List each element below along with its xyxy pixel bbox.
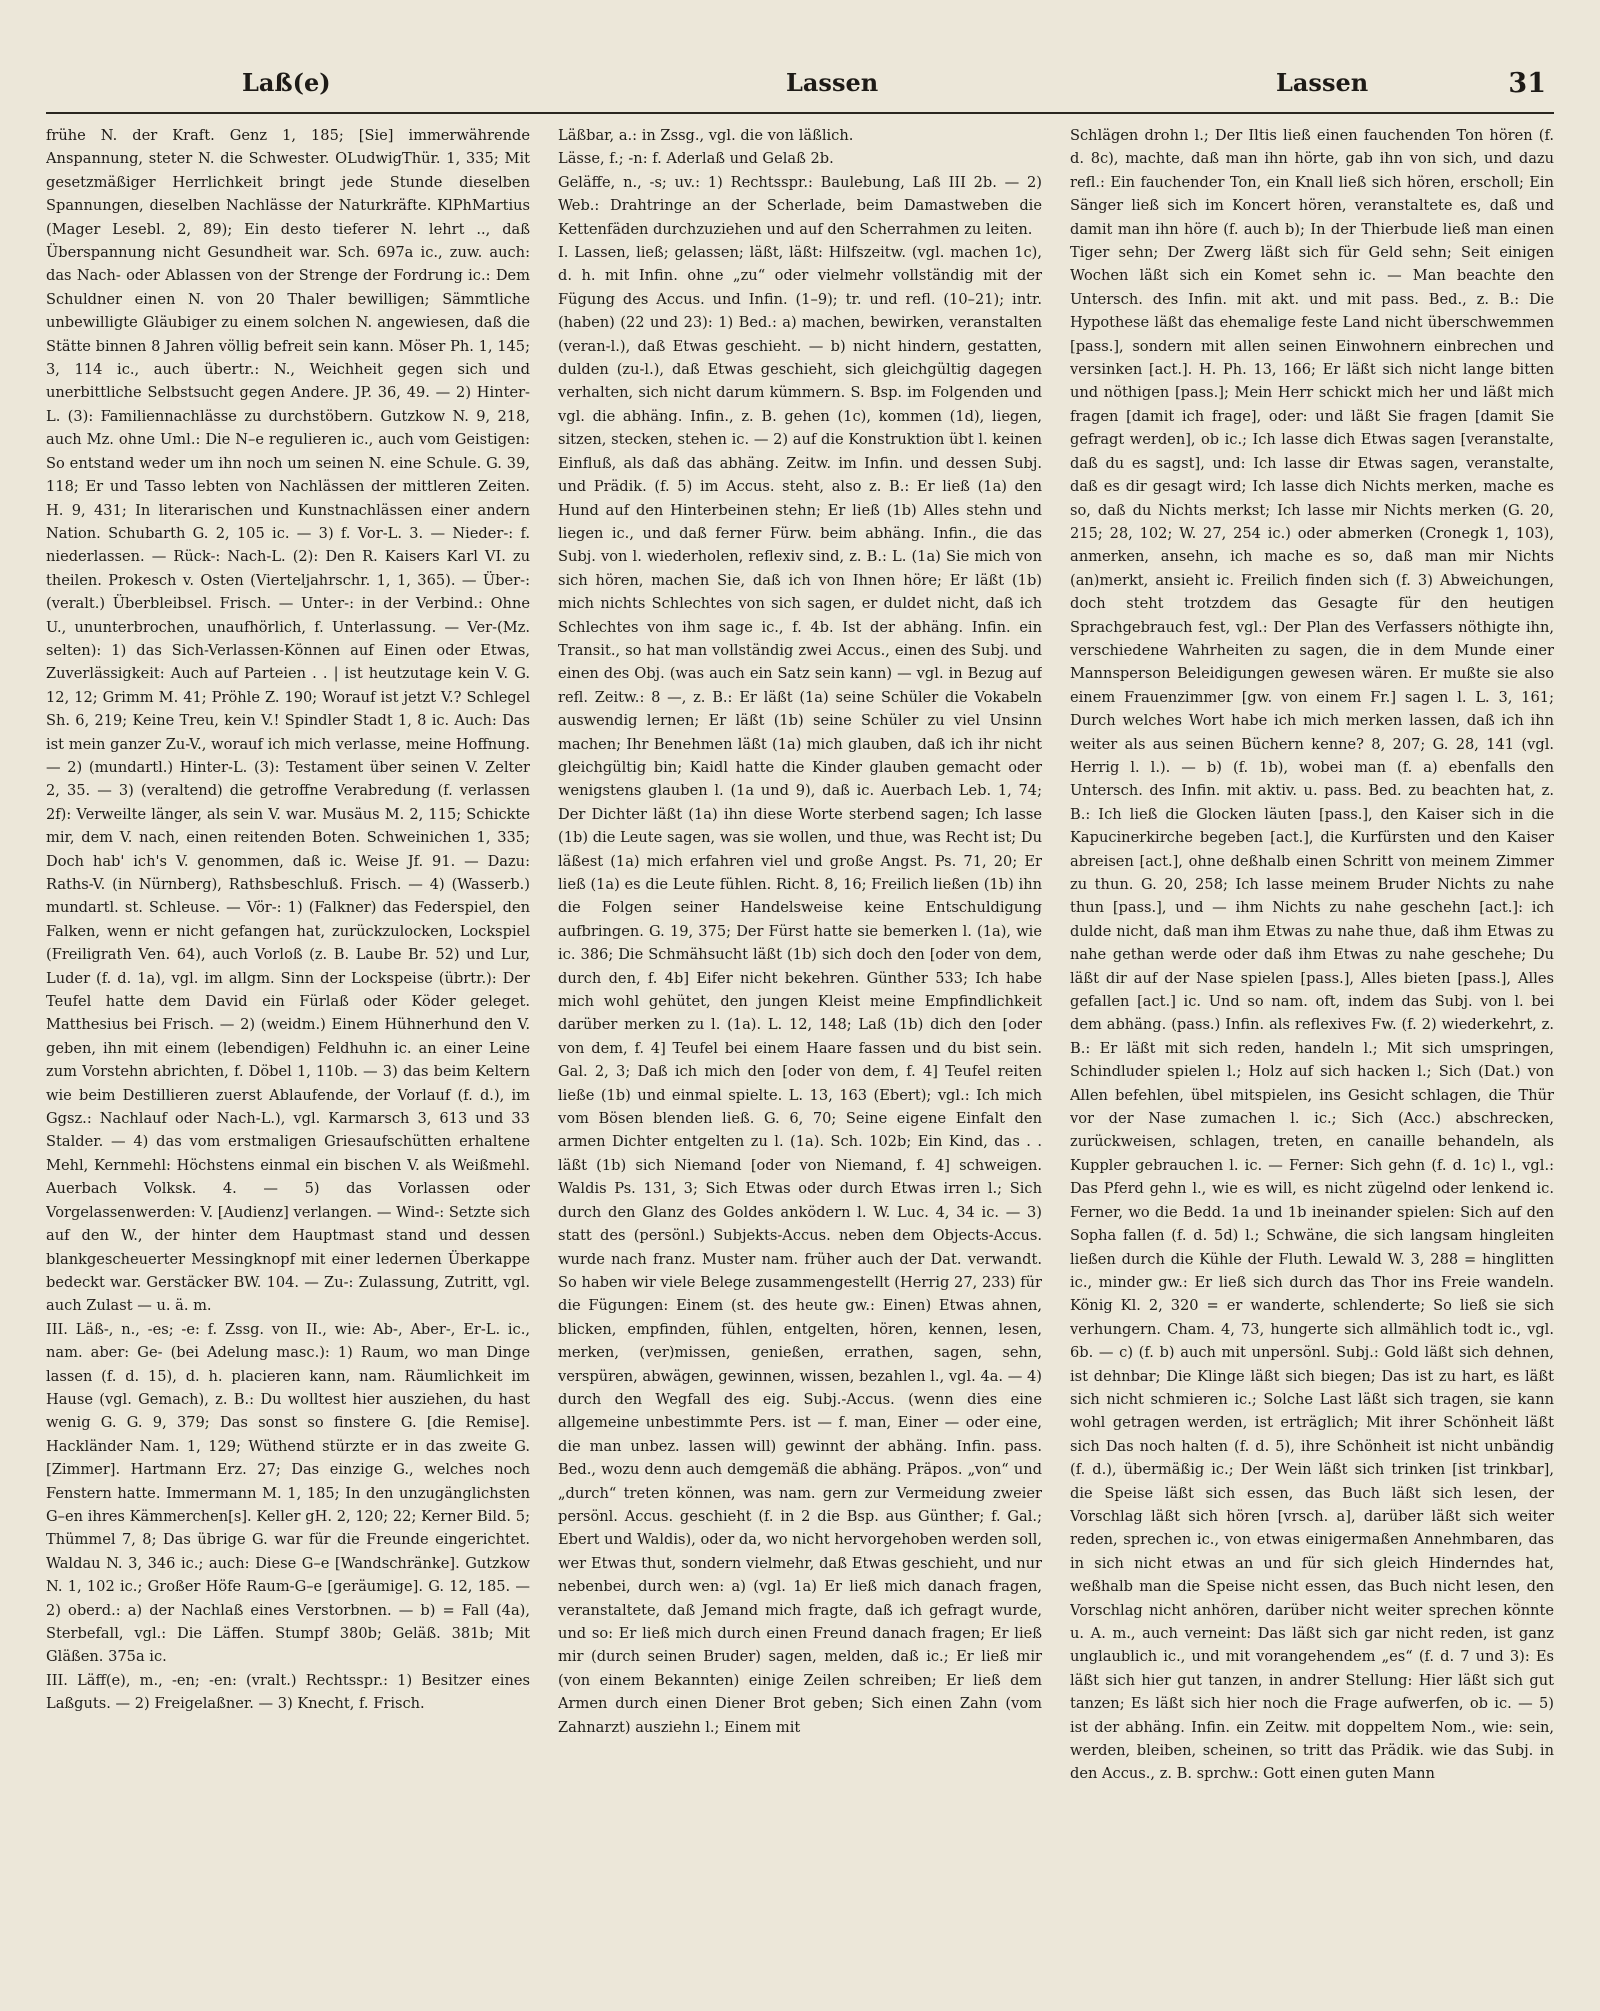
entry-paragraph: I. Lassen, ließ; gelassen; läßt, läßt: Hilfszeitw. (vgl. machen 1c), d. h. mit Infin. ohne „zu“ oder vielmehr vollständig mit der Fügung des Accus. und Infin. (1–9); tr. und refl. (10–21); intr. (haben) (22 und 23): 1) Bed.: a) machen, bewirken, veranstalten (veran-l.), daß Etwas geschieht. — b) nicht hindern, gestatten, dulden (zu-l.), daß Etwas geschieht, sich gleichgültig dagegen verhalten, sich nicht darum kümmern. S. Bsp. im Folgenden und vgl. die abhäng. Infin., z. B. gehen (1c), kommen (1d), liegen, sitzen, stecken, stehen ic. — 2) auf die Konstruktion übt l. keinen Einfluß, als daß das abhäng. Zeitw. im Infin. und dessen Subj. und Prädik. (f. 5) im Accus. steht, also z. B.: Er ließ (1a) den Hund auf den Hinterbeinen stehn; Er ließ (1b) Alles stehn und liegen ic., und daß ferner Fürw. beim abhäng. Infin., die das Subj. von l. wiederholen, reflexiv sind, z. B.: L. (1a) Sie mich von sich hören, machen Sie, daß ich von Ihnen höre; Er läßt (1b) mich nichts Schlechtes von sich sagen, er duldet nicht, daß ich Schlechtes von ihm sage ic., f. 4b. Ist der abhäng. Infin. ein Transit., so hat man vollständig zwei Accus., einen des Subj. und einen des Obj. (was auch ein Satz sein kann) — vgl. in Bezug auf refl. Zeitw.: 8 —, z. B.: Er läßt (1a) seine Schüler die Vokabeln auswendig lernen; Er läßt (1b) seine Schüler zu viel Unsinn machen; Ihr Benehmen läßt (1a) mich glauben, daß ich ihr nicht gleichgültig bin; Kaidl hatte die Kinder glauben gemacht oder wenigstens glauben l. (1a und 9), daß ic. Auerbach Leb. 1, 74; Der Dichter läßt (1a) ihn diese Worte sterbend sagen; Ich lasse (1b) die Leute sagen, was sie wollen, und thue, was Recht ist; Du läßest (1a) mich erfahren viel und große Angst. Ps. 71, 20; Er ließ (1a) es die Leute fühlen. Richt. 8, 16; Freilich ließen (1b) ihn die Folgen seiner Handelsweise keine Entschuldigung aufbringen. G. 19, 375; Der Fürst hatte sie bemerken l. (1a), wie ic. 386; Die Schmähsucht läßt (1b) sich doch den [oder von dem, durch den, f. 4b] Eifer nicht bekehren. Günther 533; Ich habe mich wohl gehütet, den jungen Kleist meine Empfindlichkeit darüber merken zu l. (1a). L. 12, 148; Laß (1b) dich den [oder von dem, f. 4] Teufel bei einem Haare fassen und du bist sein. Gal. 2, 3; Daß ich mich den [oder von dem, f. 4] Teufel reiten ließe (1b) und einmal spielte. L. 13, 163 (Ebert); vgl.: Ich mich vom Bösen blenden ließ. G. 6, 70; Seine eigene Einfalt den armen Dichter entgelten zu l. (1a). Sch. 102b; Ein Kind, das . . läßt (1b) sich Niemand [oder von Niemand, f. 4] schweigen. Waldis Ps. 131, 3; Sich Etwas oder durch Etwas irren l.; Sich durch den Glanz des Goldes anködern l. W. Luc. 4, 34 ic. — 3) statt des (persönl.) Subjekts-Accus. neben dem Objects-Accus. wurde nach franz. Muster nam. früher auch der Dat. verwandt. So haben wir viele Belege zusammengestellt (Herrig 27, 233) für die Fügungen: Einem (st. des heute gw.: Einen) Etwas ahnen, blicken, empfinden, fühlen, entgelten, hören, kennen, lesen, merken, (ver)missen, genießen, errathen, sagen, sehn, verspüren, abwägen, gewinnen, wissen, bezahlen l., vgl. 4a. — 4) durch den Wegfall des eig. Subj.-Accus. (wenn dies eine allgemeine unbestimmte Pers. ist — f. man, Einer — oder eine, die man unbez. lassen will) gewinnt der abhäng. Infin. pass. Bed., wozu denn auch demgemäß die abhäng. Präpos. „von“ und „durch“ treten können, was nam. gern zur Vermeidung zweier persönl. Accus. geschieht (f. in 2 die Bsp. aus Günther; f. Gal.; Ebert und Waldis), oder da, wo nicht hervorgehoben werden soll, wer Etwas thut, sondern vielmehr, daß Etwas geschieht, und nur nebenbei, durch wen: a) (vgl. 1a) Er ließ mich danach fragen, veranstaltete, daß Jemand mich fragte, daß ich gefragt wurde, und so: Er ließ mich durch einen Freund danach fragen; Er ließ mir (durch seinen Bruder) sagen, melden, daß ic.; Er ließ mir (von einem Bekannten) einige Zeilen schreiben; Er ließ dem Armen durch einen Diener Brot geben; Sich einen Zahn (vom Zahnarzt) ausziehn l.; Einem mit [558,244,1042,1736]
entry-paragraph: III. Läff(e), m., -en; -en: (vralt.) Rechtsspr.: 1) Besitzer eines Laßguts. — 2) Freigelaßner. — 3) Knecht, f. Frisch. [46,1671,530,1713]
text-columns [46,124,1554,1970]
column-2 [558,124,1042,1970]
entry-paragraph: Geläffe, n., -s; uv.: 1) Rechtsspr.: Baulebung, Laß III 2b. — 2) Web.: Drahtringe an der Scherlade, beim Damastweben die Kettenfäden durchzuziehen und auf den Scherrahmen zu leiten. [558,173,1042,238]
entry-paragraph: III. Läß-, n., -es; -e: f. Zssg. von II., wie: Ab-, Aber-, Er-L. ic., nam. aber: Ge- (bei Adelung masc.): 1) Raum, wo man Dinge lassen (f. d. 15), d. h. placieren kann, nam. Räumlichkeit im Hause (vgl. Gemach), z. B.: Du wolltest hier ausziehen, du hast wenig G. G. 9, 379; Das sonst so finstere G. [die Remise]. Hackländer Nam. 1, 129; Wüthend stürzte er in das zweite G. [Zimmer]. Hartmann Erz. 27; Das einzige G., welches noch Fenstern hatte. Immermann M. 1, 185; In den unzugänglichsten G–en ihres Kämmerchen[s]. Keller gH. 2, 120; 22; Kerner Bild. 5; Thümmel 7, 8; Das übrige G. war für die Freunde eingerichtet. Waldau N. 3, 346 ic.; auch: Diese G–e [Wandschränke]. Gutzkow N. 1, 102 ic.; Großer Höfe Raum-G–e [geräumige]. G. 12, 185. — 2) oberd.: a) der Nachlaß eines Verstorbnen. — b) = Fall (4a), Sterbefall, vgl.: Die Läffen. Stumpf 380b; Geläß. 381b; Mit Gläßen. 375a ic. [46,1320,530,1666]
column-1 [46,124,530,1970]
page-header [46,62,1554,114]
header-right-keyword: Lassen [1276,68,1369,97]
header-left-keyword: Laß(e) [242,68,331,97]
page-number: 31 [1508,68,1546,99]
entry-paragraph: frühe N. der Kraft. Genz 1, 185; [Sie] immerwährende Anspannung, steter N. die Schwester. OLudwigThür. 1, 335; Mit gesetzmäßiger Herrlichkeit bringt jede Stunde dieselben Spannungen, dieselben Nachlässe der Naturkräfte. KlPhMartius (Mager Lesebl. 2, 89); Ein desto tieferer N. lehrt .., daß Überspannung nicht Gesundheit war. Sch. 697a ic., zuw. auch: das Nach- oder Ablassen von der Strenge der Fordrung ic.: Dem Schuldner einen N. von 20 Thaler bewilligen; Sämmtliche unbewilligte Gläubiger zu einem solchen N. angewiesen, daß die Stätte binnen 8 Jahren völlig befreit sein kann. Möser Ph. 1, 145; 3, 114 ic., auch übertr.: N., Weichheit gegen sich und unerbittliche Selbstsucht gegen Andere. JP. 36, 49. — 2) Hinter-L. (3): Familiennachlässe zu durchstöbern. Gutzkow N. 9, 218, auch Mz. ohne Uml.: Die N–e regulieren ic., auch vom Geistigen: So entstand weder um ihn noch um seinen N. eine Schule. G. 39, 118; Er und Tasso lebten von Nachlässen der mittleren Zeiten. H. 9, 431; In literarischen und Kunstnachlässen einer andern Nation. Schubarth G. 2, 105 ic. — 3) f. Vor-L. 3. — Nieder-: f. niederlassen. — Rück-: Nach-L. (2): Den R. Kaisers Karl VI. zu theilen. Prokesch v. Osten (Vierteljahrschr. 1, 1, 365). — Über-: (veralt.) Überbleibsel. Frisch. — Unter-: in der Verbind.: Ohne U., ununterbrochen, unaufhörlich, f. Unterlassung. — Ver-(Mz. selten): 1) das Sich-Verlassen-Können auf Einen oder Etwas, Zuverlässigkeit: Auch auf Parteien . . | ist heutzutage kein V. G. 12, 12; Grimm M. 41; Pröhle Z. 190; Worauf ist jetzt V.? Schlegel Sh. 6, 219; Keine Treu, kein V.! Spindler Stadt 1, 8 ic. Auch: Das ist mein ganzer Zu-V., worauf ich mich verlasse, meine Hoffnung. — 2) (mundartl.) Hinter-L. (3): Testament über seinen V. Zelter 2, 35. — 3) (veraltend) die getroffne Verabredung (f. verlassen 2f): Verweilte länger, als sein V. war. Musäus M. 2, 115; Schickte mir, dem V. nach, einen reitenden Boten. Schweinichen 1, 335; Doch hab' ich's V. genommen, daß ic. Weise Jf. 91. — Dazu: Raths-V. (in Nürnberg), Rathsbeschluß. Frisch. — 4) (Wasserb.) mundartl. st. Schleuse. — Vör-: 1) (Falkner) das Federspiel, den Falken, wenn er nicht gefangen hat, zurückzulocken, Lockspiel (Freiligrath Ven. 64), auch Vorloß (z. B. Laube Br. 52) und Lur, Luder (f. d. 1a), vgl. im allgm. Sinn der Lockspeise (übrtr.): Der Teufel hatte dem David ein Fürlaß oder Köder geleget. Matthesius bei Frisch. — 2) (weidm.) Einem Hühnerhund den V. geben, ihn mit einem (lebendigen) Feldhuhn ic. an einer Leine zum Vorstehn abrichten, f. Döbel 1, 110b. — 3) das beim Keltern wie beim Destillieren zuerst Ablaufende, der Vorlauf (f. d.), im Ggsz.: Nachlauf oder Nach-L.), vgl. Karmarsch 3, 613 und 33 Stalder. — 4) das vom erstmaligen Griesaufschütten erhaltene Mehl, Kernmehl: Höchstens einmal ein bischen V. als Weißmehl. Auerbach Volksk. 4. — 5) das Vorlassen oder Vorgelassenwerden: V. [Audienz] verlangen. — Wind-: Setzte sich auf den W., der hinter dem Hauptmast stand und dessen blankgescheuerter Messingknopf mit einer ledernen Überkappe bedeckt war. Gerstäcker BW. 104. — Zu-: Zulassung, Zutritt, vgl. auch Zulast — u. ä. m. [46,127,530,1315]
header-center-keyword: Lassen [786,68,879,97]
entry-paragraph: Lässe, f.; -n: f. Aderlaß und Gelaß 2b. [558,150,834,168]
column-3 [1070,124,1554,1970]
entry-paragraph: Schlägen drohn l.; Der Iltis ließ einen fauchenden Ton hören (f. d. 8c), machte, daß man ihn hörte, gab ihn von sich, und dazu refl.: Ein fauchender Ton, ein Knall ließ sich hören, erscholl; Ein Sänger ließ sich im Koncert hören, veranstaltete es, daß und damit man ihn höre (f. auch b); In der Thierbude ließ man einen Tiger sehn; Der Zwerg läßt sich für Geld sehn; Seit einigen Wochen läßt sich ein Komet sehn ic. — Man beachte den Untersch. des Infin. mit akt. und mit pass. Bed., z. B.: Die Hypothese läßt das ehemalige feste Land nicht überschwemmen [pass.], sondern mit allen seinen Einwohnern einbrechen und versinken [act.]. H. Ph. 13, 166; Er läßt sich nicht lange bitten und nöthigen [pass.]; Mein Herr schickt mich her und läßt mich fragen [damit ich frage], oder: und läßt Sie fragen [damit Sie gefragt werden], ob ic.; Ich lasse dich Etwas sagen [veranstalte, daß du es sagst], und: Ich lasse dir Etwas sagen, veranstalte, daß es dir gesagt wird; Ich lasse dich Nichts merken, mache es so, daß du Nichts merkst; Ich lasse mir Nichts merken (G. 20, 215; 28, 102; W. 27, 254 ic.) oder abmerken (Cronegk 1, 103), anmerken, ansehn, ich mache es so, daß man mir Nichts (an)merkt, ansieht ic. Freilich finden sich (f. 3) Abweichungen, doch steht trotzdem das Gesagte für den heutigen Sprachgebrauch fest, vgl.: Der Plan des Verfassers nöthigte ihn, verschiedene Wahrheiten zu sagen, die in dem Munde einer Mannsperson Beleidigungen gewesen wären. Er mußte sie also einem Frauenzimmer [gw. von einem Fr.] sagen l. L. 3, 161; Durch welches Wort habe ich mich merken lassen, daß ich ihn weiter als aus seinen Büchern kenne? 8, 207; G. 28, 141 (vgl. Herrig l. l.). — b) (f. 1b), wobei man (f. a) ebenfalls den Untersch. des Infin. mit aktiv. u. pass. Bed. zu beachten hat, z. B.: Ich ließ die Glocken läuten [pass.], den Kaiser sich in die Kapucinerkirche begeben [act.], die Kurfürsten und den Kaiser abreisen [act.], ohne deßhalb einen Schritt von meinem Zimmer zu thun. G. 20, 258; Ich lasse meinem Bruder Nichts zu nahe thun [pass.], und — ihm Nichts zu nahe geschehn [act.]: ich dulde nicht, daß man ihm Etwas zu nahe thue, daß ihm Etwas zu nahe gethan werde oder daß ihm Etwas zu nahe geschehe; Du läßt dir auf der Nase spielen [pass.], Alles bieten [pass.], Alles gefallen [act.] ic. Und so nam. oft, indem das Subj. von l. bei dem abhäng. (pass.) Infin. als reflexives Fw. (f. 2) wiederkehrt, z. B.: Er läßt mit sich reden, handeln l.; Mit sich umspringen, Schindluder spielen l.; Holz auf sich hacken l.; Sich (Dat.) von Allen befehlen, übel mitspielen, ins Gesicht schlagen, die Thür vor der Nase zumachen l. ic.; Sich (Acc.) abschrecken, zurückweisen, schlagen, treten, en canaille behandeln, als Kuppler gebrauchen l. ic. — Ferner: Sich gehn (f. d. 1c) l., vgl.: Das Pferd gehn l., wie es will, es nicht zügelnd oder lenkend ic. Ferner, wo die Bedd. 1a und 1b ineinander spielen: Sich auf den Sopha fallen (f. d. 5d) l.; Schwäne, die sich langsam hingleiten ließen durch die Kühle der Fluth. Lewald W. 3, 288 = hinglitten ic., minder gw.: Er ließ sich durch das Thor ins Freie wandeln. König Kl. 2, 320 = er wanderte, schlenderte; So ließ sie sich verhungern. Cham. 4, 73, hungerte sich allmählich todt ic., vgl. 6b. — c) (f. b) auch mit unpersönl. Subj.: Gold läßt sich dehnen, ist dehnbar; Die Klinge läßt sich biegen; Das ist zu hart, es läßt sich nicht schmieren ic.; Solche Last läßt sich tragen, sie kann wohl getragen werden, ist erträglich; Mit ihrer Schönheit läßt sich Das noch halten (f. d. 5), ihre Schönheit ist nicht unbändig (f. d.), übermäßig ic.; Der Wein läßt sich trinken [ist trinkbar], die Speise läßt sich essen, das Buch läßt sich lesen, der Vorschlag läßt sich hören [vrsch. a], darüber läßt sich weiter reden, sprechen ic., von etwas einigermaßen Annehmbaren, das in sich nicht etwas an und für sich gleich Hinderndes hat, weßhalb man die Speise nicht essen, das Buch nicht lesen, den Vorschlag nicht anhören, darüber nicht weiter sprechen könnte u. A. m., auch verneint: Das läßt sich gar nicht reden, ist ganz unglaublich ic., und mit vorangehendem „es“ (f. d. 7 und 3): Es läßt sich hier gut tanzen, in andrer Stellung: Hier läßt sich gut tanzen; Es läßt sich hier noch die Frage aufwerfen, ob ic. — 5) ist der abhäng. Infin. ein Zeitw. mit doppeltem Nom., wie: sein, werden, bleiben, scheinen, so tritt das Prädik. wie das Subj. in den Accus., z. B. sprchw.: Gott einen guten Mann [1070,127,1554,1783]
entry-paragraph: Läßbar, a.: in Zssg., vgl. die von läßlich. [558,127,854,144]
